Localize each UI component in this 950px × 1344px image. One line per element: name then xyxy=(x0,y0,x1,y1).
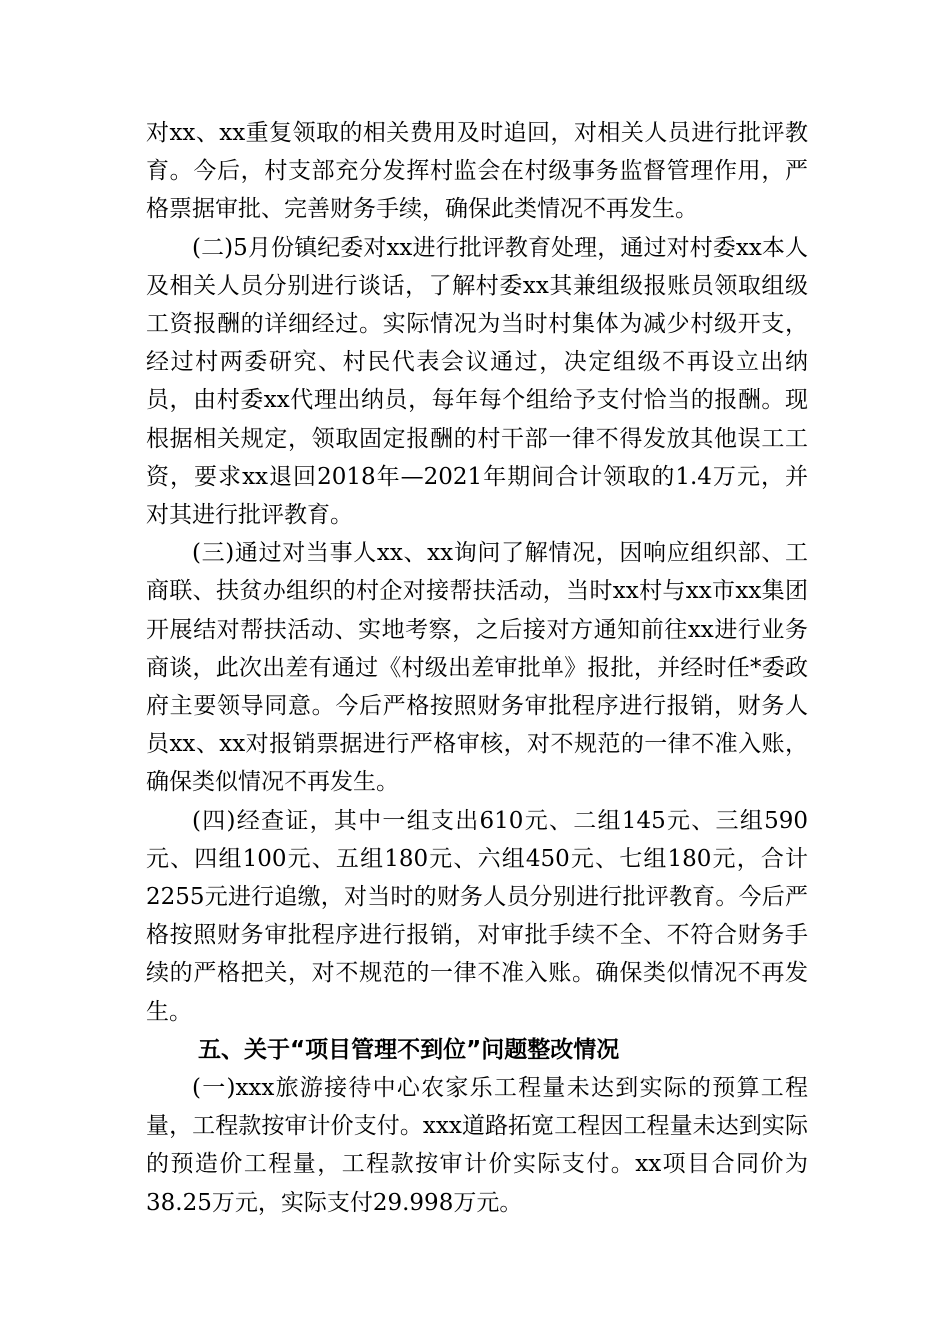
document-page xyxy=(146,114,808,1222)
section-heading: 五、关于“项目管理不到位”问题整改情况 xyxy=(198,1036,620,1063)
section-paragraph-1: (一)xxx旅游接待中心农家乐工程量未达到实际的预算工程量，工程款按审计价支付。xxx道路拓宽工程因工程量未达到实际的预造价工程量，工程款按审计价实际支付。xx项目合同价为38.25万元，实际支付29.998万元。 xyxy=(146,1075,808,1216)
continued-paragraph: 对xx、xx重复领取的相关费用及时追回，对相关人员进行批评教育。今后，村支部充分发挥村监会在村级事务监督管理作用，严格票据审批、完善财务手续，确保此类情况不再发生。 xyxy=(146,120,808,223)
paragraph-item-3: (三)通过对当事人xx、xx询问了解情况，因响应组织部、工商联、扶贫办组织的村企对接帮扶活动，当时xx村与xx市xx集团开展结对帮扶活动、实地考察，之后接对方通知前往xx进行业务商谈，此次出差有通过《村级出差审批单》报批，并经时任*委政府主要领导同意。今后严格按照财务审批程序进行报销，财务人员xx、xx对报销票据进行严格审核，对不规范的一律不准入账，确保类似情况不再发生。 xyxy=(146,540,808,796)
paragraph-item-4: (四)经查证，其中一组支出610元、二组145元、三组590元、四组100元、五组180元、六组450元、七组180元，合计2255元进行追缴，对当时的财务人员分别进行批评教育。今后严格按照财务审批程序进行报销，对审批手续不全、不符合财务手续的严格把关，对不规范的一律不准入账。确保类似情况不再发生。 xyxy=(146,807,808,1025)
paragraph-item-2: (二)5月份镇纪委对xx进行批评教育处理，通过对村委xx本人及相关人员分别进行谈话，了解村委xx其兼组级报账员领取组级工资报酬的详细经过。实际情况为当时村集体为减少村级开支，经过村两委研究、村民代表会议通过，决定组级不再设立出纳员，由村委xx代理出纳员，每年每个组给予支付恰当的报酬。现根据相关规定，领取固定报酬的村干部一律不得发放其他误工工资，要求xx退回2018年—2021年期间合计领取的1.4万元，并对其进行批评教育。 xyxy=(146,234,808,529)
